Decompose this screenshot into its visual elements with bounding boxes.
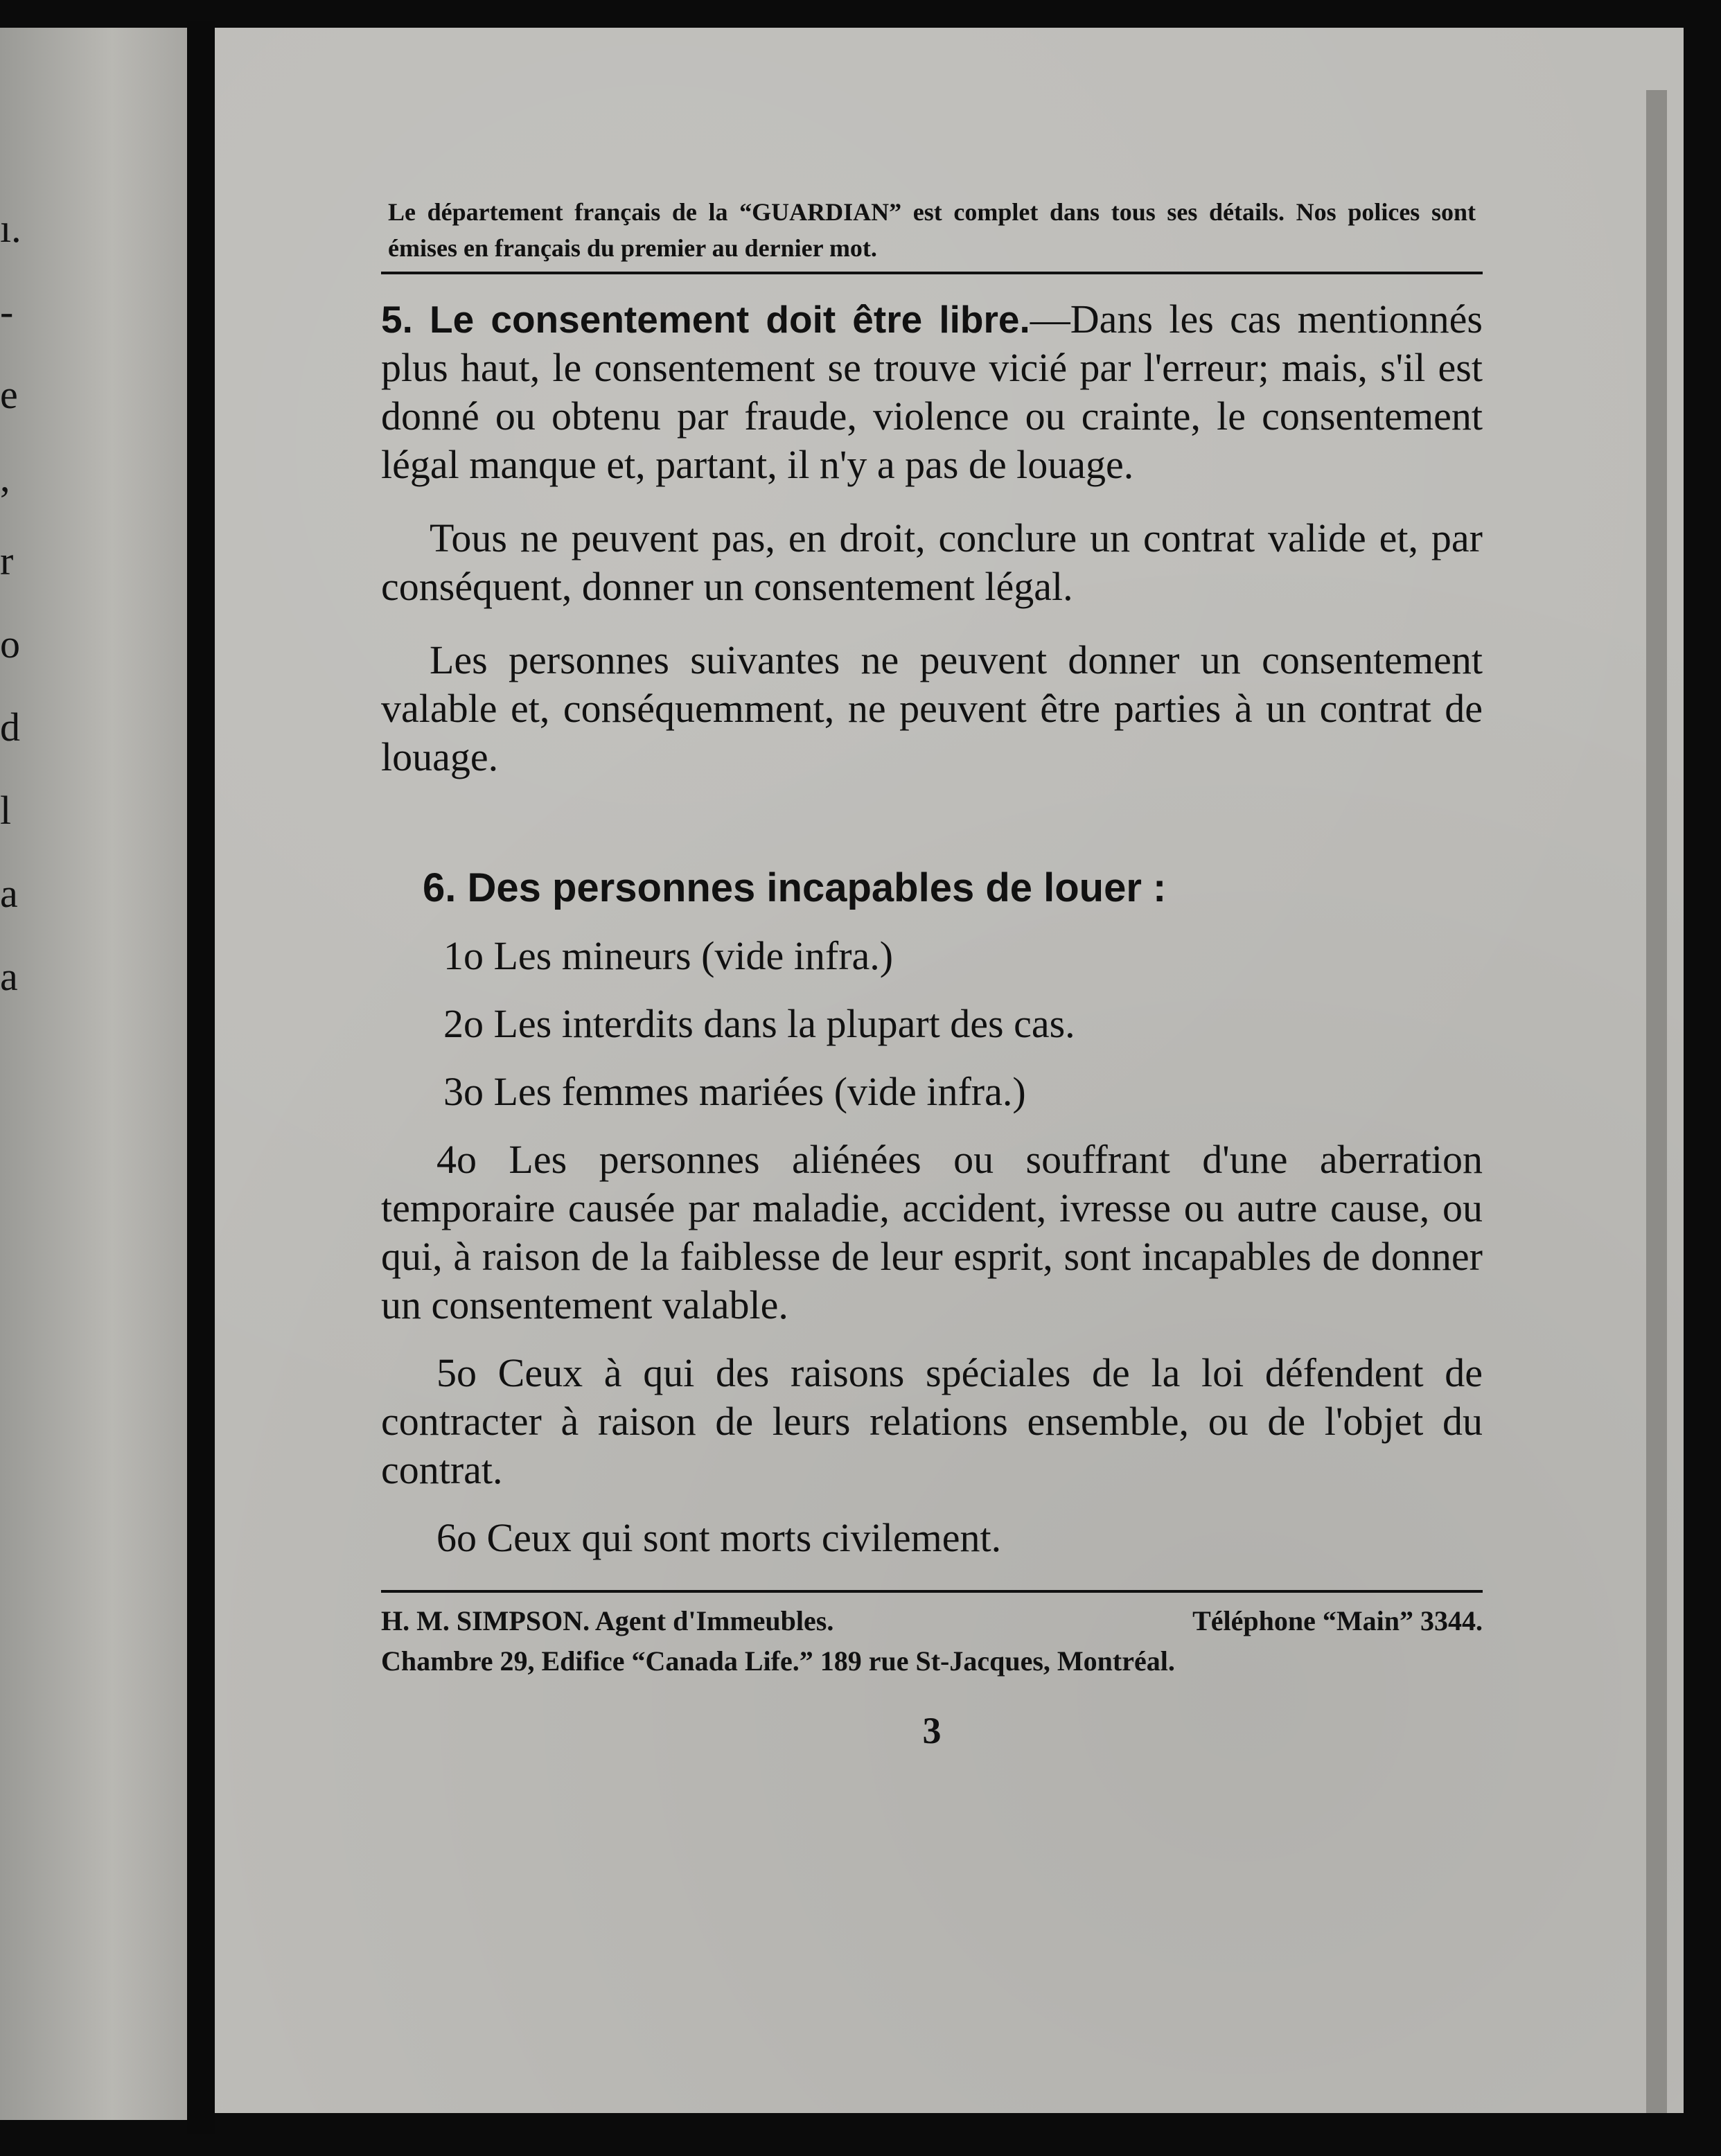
footer-address: Chambre 29, Edifice “Canada Life.” 189 rue St-Jacques, Montréal. (381, 1645, 1175, 1677)
header-advertisement: Le département français de la “GUARDIAN” est complet dans tous ses détails. Nos polices sont émises en français du premier au dernier mot. (381, 194, 1483, 274)
left-fragment: d (0, 705, 20, 750)
footer-advertisement (381, 1593, 1483, 1681)
list-item-3: 3o Les femmes mariées (vide infra.) (443, 1069, 1026, 1114)
left-fragment: - (0, 289, 14, 334)
list-item-4: 4o Les personnes aliénées ou souffrant d'une aberration temporaire causée par maladie, accident, ivresse ou autre cause, ou qui, à raison de la faiblesse de leur esprit, sont incapables de donner un consentement valable. (381, 1137, 1483, 1327)
book-gutter (187, 21, 215, 2134)
left-page-edge (0, 28, 187, 2120)
section-5-heading: 5. Le consentement doit être libre. (381, 298, 1030, 341)
list-item-6: 6o Ceux qui sont morts civilement. (436, 1515, 1002, 1560)
left-fragment: a (0, 871, 18, 916)
section-5-paragraph-2: Tous ne peuvent pas, en droit, conclure un contrat valide et, par conséquent, donner un consentement légal. (381, 515, 1483, 609)
page-content (381, 194, 1483, 1752)
page-number: 3 (922, 1710, 942, 1751)
list-item-1: 1o Les mineurs (vide infra.) (443, 933, 894, 978)
left-page-text-fragments (0, 187, 28, 1018)
left-fragment: o (0, 621, 20, 666)
page-stack-edge (1646, 90, 1667, 2113)
left-fragment: , (0, 455, 10, 500)
footer-line-1 (381, 1601, 1483, 1641)
left-fragment: ı. (0, 206, 21, 251)
footer-telephone: Téléphone “Main” 3344. (1192, 1605, 1483, 1636)
section-5-paragraph-3: Les personnes suivantes ne peuvent donner un consentement valable et, conséquemment, ne peuvent être parties à un contrat de louage. (381, 637, 1483, 779)
section-5-paragraph (381, 295, 1483, 489)
list-item-2: 2o Les interdits dans la plupart des cas. (443, 1001, 1075, 1046)
page (215, 28, 1684, 2113)
left-fragment: l (0, 788, 12, 833)
left-fragment: a (0, 954, 18, 999)
list-item-5: 5o Ceux à qui des raisons spéciales de la loi défendent de contracter à raison de leurs relations ensemble, ou de l'objet du contrat. (381, 1350, 1483, 1492)
left-fragment: e (0, 372, 18, 417)
left-fragment: r (0, 538, 14, 583)
section-6-heading: 6. Des personnes incapables de louer : (423, 865, 1167, 910)
footer-agent: H. M. SIMPSON. Agent d'Immeubles. (381, 1605, 834, 1636)
section-5-intro: —Dans les cas mentionnés plus haut, le consentement se trouve vicié par l'erreur; mais, s'il est donné ou obtenu par fraude, violence ou crainte, le consentement légal manque et, partant, il n'y a pas de louage. (381, 297, 1483, 487)
